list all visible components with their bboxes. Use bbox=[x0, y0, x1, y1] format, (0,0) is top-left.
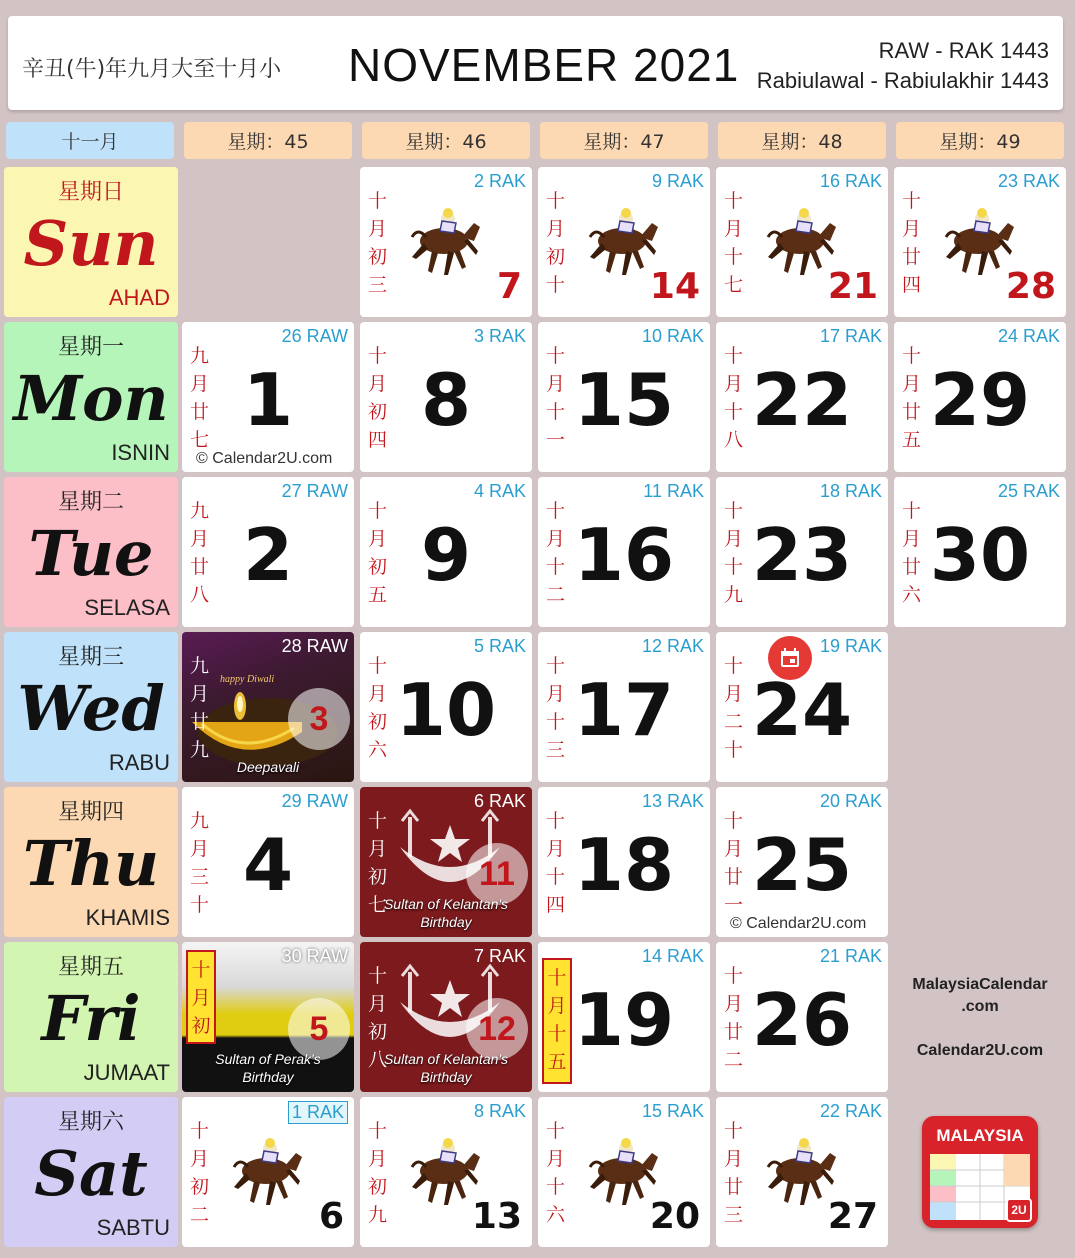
hijri-date: 7 RAK bbox=[473, 946, 526, 966]
lunar-date: 十月十八 bbox=[724, 345, 744, 451]
lunar-date: 十月初四 bbox=[368, 345, 388, 451]
hijri-date: 17 RAK bbox=[819, 326, 882, 346]
day-zh: 星期日 bbox=[57, 180, 124, 205]
day-ms: KHAMIS bbox=[85, 905, 170, 930]
hijri-date: 29 RAW bbox=[281, 791, 348, 811]
day-number: 9 bbox=[420, 513, 472, 597]
hijri-date: 9 RAK bbox=[651, 171, 704, 191]
day-label-wed bbox=[4, 632, 178, 782]
hijri-date: 15 RAK bbox=[641, 1101, 704, 1121]
day-number: 3 bbox=[288, 688, 350, 750]
day-label-tue bbox=[4, 477, 178, 627]
day-cell-3[interactable] bbox=[182, 632, 354, 782]
month-title: NOVEMBER 2021 bbox=[348, 39, 740, 91]
brand-line1: MalaysiaCalendar bbox=[912, 976, 1048, 993]
day-en: Tue bbox=[28, 517, 154, 590]
hijri-date: 16 RAK bbox=[819, 171, 882, 191]
month-label-header: 十一月 bbox=[6, 122, 174, 159]
holiday-name-line1: Sultan of Kelantan's bbox=[383, 1051, 509, 1067]
hijri-date: 4 RAK bbox=[473, 481, 526, 501]
holiday-name bbox=[360, 1050, 532, 1086]
day-label-fri bbox=[4, 942, 178, 1092]
day-cell-21[interactable] bbox=[716, 167, 888, 317]
brand-line2: .com bbox=[961, 998, 999, 1015]
malaysia-calendar-app-icon[interactable] bbox=[922, 1116, 1038, 1228]
day-cell-24[interactable] bbox=[716, 632, 888, 782]
hijri-date: 22 RAK bbox=[819, 1101, 882, 1121]
day-cell-22[interactable] bbox=[716, 322, 888, 472]
day-en: Mon bbox=[13, 362, 169, 435]
islamic-title-line2: Rabiulawal - Rabiulakhir 1443 bbox=[756, 68, 1049, 93]
copyright-credit: © Calendar2U.com bbox=[196, 450, 333, 467]
week-header-45: 星期：45 bbox=[184, 122, 352, 159]
day-number: 6 bbox=[318, 1196, 344, 1237]
day-number: 26 bbox=[751, 978, 853, 1062]
day-cell-14[interactable] bbox=[538, 167, 710, 317]
brand-calendar2u[interactable]: Calendar2U.com bbox=[916, 1042, 1044, 1059]
day-cell-12[interactable] bbox=[360, 942, 532, 1092]
day-number: 12 bbox=[466, 998, 528, 1060]
hijri-date: 28 RAW bbox=[281, 636, 348, 656]
week-header-47: 星期：47 bbox=[540, 122, 708, 159]
lunar-month-start-box: 十月初 bbox=[186, 950, 216, 1044]
day-cell-5[interactable] bbox=[182, 942, 354, 1092]
day-cell-16[interactable] bbox=[538, 477, 710, 627]
lunar-year-title: 辛丑(牛)年九月大至十月小 bbox=[22, 57, 282, 82]
day-number: 30 bbox=[929, 513, 1031, 597]
lunar-date: 十月廿一 bbox=[724, 810, 744, 916]
day-en: Thu bbox=[22, 827, 160, 900]
lunar-date: 十月十九 bbox=[724, 500, 744, 606]
brand-malaysiacalendar[interactable] bbox=[896, 974, 1064, 1018]
hijri-date: 6 RAK bbox=[473, 791, 526, 811]
day-number: 17 bbox=[573, 668, 675, 752]
lunar-date: 十月十六 bbox=[546, 1120, 566, 1226]
lunar-date: 九月廿九 bbox=[190, 655, 210, 761]
day-number: 19 bbox=[573, 978, 675, 1062]
day-ms: AHAD bbox=[108, 285, 170, 310]
lunar-date: 十月初九 bbox=[368, 1120, 388, 1226]
badge-2u-icon: 2U bbox=[1006, 1198, 1032, 1222]
lunar-date: 十月十四 bbox=[546, 810, 566, 916]
day-number: 15 bbox=[573, 358, 675, 442]
calendar-header bbox=[8, 16, 1063, 110]
day-number: 11 bbox=[466, 843, 528, 905]
week-header-46: 星期：46 bbox=[362, 122, 530, 159]
day-cell-6[interactable] bbox=[182, 1097, 354, 1247]
lunar-date: 十月十三 bbox=[546, 655, 566, 761]
day-cell-2[interactable] bbox=[182, 477, 354, 627]
hijri-date: 25 RAK bbox=[997, 481, 1060, 501]
day-number: 5 bbox=[288, 998, 350, 1060]
day-cell-10[interactable] bbox=[360, 632, 532, 782]
holiday-name: Deepavali bbox=[236, 759, 300, 775]
hijri-date: 11 RAK bbox=[643, 481, 704, 501]
hijri-date: 12 RAK bbox=[641, 636, 704, 656]
day-number: 1 bbox=[242, 358, 294, 442]
day-zh: 星期六 bbox=[57, 1110, 124, 1135]
day-cell-15[interactable] bbox=[538, 322, 710, 472]
lunar-date: 十月初八 bbox=[368, 965, 388, 1071]
day-number: 27 bbox=[827, 1196, 878, 1237]
hijri-date: 30 RAW bbox=[281, 946, 348, 966]
lunar-date: 十月十一 bbox=[546, 345, 566, 451]
hijri-date: 2 RAK bbox=[473, 171, 526, 191]
week-header-49: 星期：49 bbox=[896, 122, 1064, 159]
day-number: 4 bbox=[242, 823, 294, 907]
horse-racing-icon bbox=[226, 1127, 306, 1211]
day-cell-20[interactable] bbox=[538, 1097, 710, 1247]
day-zh: 星期五 bbox=[57, 955, 124, 980]
hijri-date: 5 RAK bbox=[473, 636, 526, 656]
day-cell-19[interactable] bbox=[538, 942, 710, 1092]
lunar-date: 十月廿四 bbox=[902, 190, 922, 296]
day-cell-25[interactable] bbox=[716, 787, 888, 937]
lunar-date: 十月廿三 bbox=[724, 1120, 744, 1226]
day-cell-27[interactable] bbox=[716, 1097, 888, 1247]
day-ms: ISNIN bbox=[111, 440, 170, 465]
hijri-date: 21 RAK bbox=[819, 946, 882, 966]
day-cell-11[interactable] bbox=[360, 787, 532, 937]
day-en: Sat bbox=[34, 1137, 148, 1210]
day-number: 16 bbox=[573, 513, 675, 597]
hijri-date: 18 RAK bbox=[819, 481, 882, 501]
diwali-art-text: happy Diwali bbox=[220, 674, 275, 685]
day-cell-26[interactable] bbox=[716, 942, 888, 1092]
hijri-date: 27 RAW bbox=[281, 481, 348, 501]
day-number: 2 bbox=[242, 513, 294, 597]
day-ms: RABU bbox=[108, 750, 170, 775]
day-number: 21 bbox=[827, 266, 878, 307]
day-number: 13 bbox=[471, 1196, 522, 1237]
day-en: Fri bbox=[41, 982, 141, 1055]
day-en: Wed bbox=[17, 672, 165, 745]
day-cell-13[interactable] bbox=[360, 1097, 532, 1247]
day-cell-28[interactable] bbox=[894, 167, 1066, 317]
day-ms: JUMAAT bbox=[83, 1060, 170, 1085]
day-number: 22 bbox=[751, 358, 853, 442]
day-cell-30[interactable] bbox=[894, 477, 1066, 627]
day-label-sun bbox=[4, 167, 178, 317]
horse-racing-icon bbox=[404, 197, 484, 281]
holiday-name-line2: Birthday bbox=[420, 914, 472, 930]
week-header-48: 星期：48 bbox=[718, 122, 886, 159]
day-zh: 星期二 bbox=[57, 490, 124, 515]
day-label-mon bbox=[4, 322, 178, 472]
holiday-name-line1: Sultan of Kelantan's bbox=[383, 896, 509, 912]
hijri-date: 19 RAK bbox=[819, 636, 882, 656]
islamic-month-title bbox=[757, 36, 1049, 96]
lunar-date: 十月二十 bbox=[724, 655, 744, 761]
day-cell-4[interactable] bbox=[182, 787, 354, 937]
lunar-date: 十月十二 bbox=[546, 500, 566, 606]
lunar-date: 十月廿五 bbox=[902, 345, 922, 451]
lunar-date: 十月初二 bbox=[190, 1120, 210, 1226]
day-zh: 星期三 bbox=[57, 645, 124, 670]
day-ms: SABTU bbox=[96, 1215, 170, 1240]
day-cell-8[interactable] bbox=[360, 322, 532, 472]
day-cell-7[interactable] bbox=[360, 167, 532, 317]
lunar-date: 十月十七 bbox=[724, 190, 744, 296]
lunar-date: 九月廿七 bbox=[190, 345, 210, 451]
day-number: 10 bbox=[395, 668, 497, 752]
day-number: 7 bbox=[496, 266, 522, 307]
islamic-title-line1: RAW - RAK 1443 bbox=[878, 38, 1049, 63]
day-zh: 星期四 bbox=[57, 800, 124, 825]
day-number: 28 bbox=[1005, 266, 1056, 307]
hijri-date: 20 RAK bbox=[819, 791, 882, 811]
holiday-name bbox=[182, 1050, 354, 1086]
day-number: 18 bbox=[573, 823, 675, 907]
day-cell-23[interactable] bbox=[716, 477, 888, 627]
day-number: 24 bbox=[751, 668, 853, 752]
lunar-date: 十月廿二 bbox=[724, 965, 744, 1071]
day-number: 29 bbox=[929, 358, 1031, 442]
day-number: 25 bbox=[751, 823, 853, 907]
full-moon-lunar-box: 十月十五 bbox=[542, 958, 572, 1084]
lunar-date: 十月初七 bbox=[368, 810, 388, 916]
hijri-date: 8 RAK bbox=[473, 1101, 526, 1121]
day-number: 8 bbox=[420, 358, 472, 442]
day-cell-17[interactable] bbox=[538, 632, 710, 782]
holiday-name-line1: Sultan of Perak's bbox=[215, 1051, 321, 1067]
day-cell-29[interactable] bbox=[894, 322, 1066, 472]
copyright-credit: © Calendar2U.com bbox=[730, 915, 867, 932]
hijri-date: 26 RAW bbox=[281, 326, 348, 346]
day-en: Sun bbox=[23, 207, 159, 280]
hijri-date: 10 RAK bbox=[641, 326, 704, 346]
hijri-date: 23 RAK bbox=[997, 171, 1060, 191]
hijri-date: 3 RAK bbox=[473, 326, 526, 346]
lunar-date: 十月初十 bbox=[546, 190, 566, 296]
holiday-name bbox=[360, 895, 532, 931]
day-number: 14 bbox=[649, 266, 700, 307]
hijri-date: 14 RAK bbox=[641, 946, 704, 966]
day-ms: SELASA bbox=[84, 595, 170, 620]
hijri-date: 13 RAK bbox=[641, 791, 704, 811]
hijri-date: 24 RAK bbox=[997, 326, 1060, 346]
day-cell-1[interactable] bbox=[182, 322, 354, 472]
hijri-month-start: 1 RAK bbox=[288, 1101, 348, 1124]
day-label-thu bbox=[4, 787, 178, 937]
day-number: 20 bbox=[649, 1196, 700, 1237]
day-cell-9[interactable] bbox=[360, 477, 532, 627]
lunar-date: 十月初三 bbox=[368, 190, 388, 296]
lunar-date: 十月初六 bbox=[368, 655, 388, 761]
lunar-date: 十月初五 bbox=[368, 500, 388, 606]
day-zh: 星期一 bbox=[57, 335, 124, 360]
lunar-date: 十月廿六 bbox=[902, 500, 922, 606]
day-number: 23 bbox=[751, 513, 853, 597]
day-cell-18[interactable] bbox=[538, 787, 710, 937]
holiday-name-line2: Birthday bbox=[420, 1069, 472, 1085]
holiday-name-line2: Birthday bbox=[242, 1069, 294, 1085]
lunar-date: 九月廿八 bbox=[190, 500, 210, 606]
day-label-sat bbox=[4, 1097, 178, 1247]
badge-title: MALAYSIA bbox=[936, 1126, 1024, 1145]
lunar-date: 九月三十 bbox=[190, 810, 210, 916]
